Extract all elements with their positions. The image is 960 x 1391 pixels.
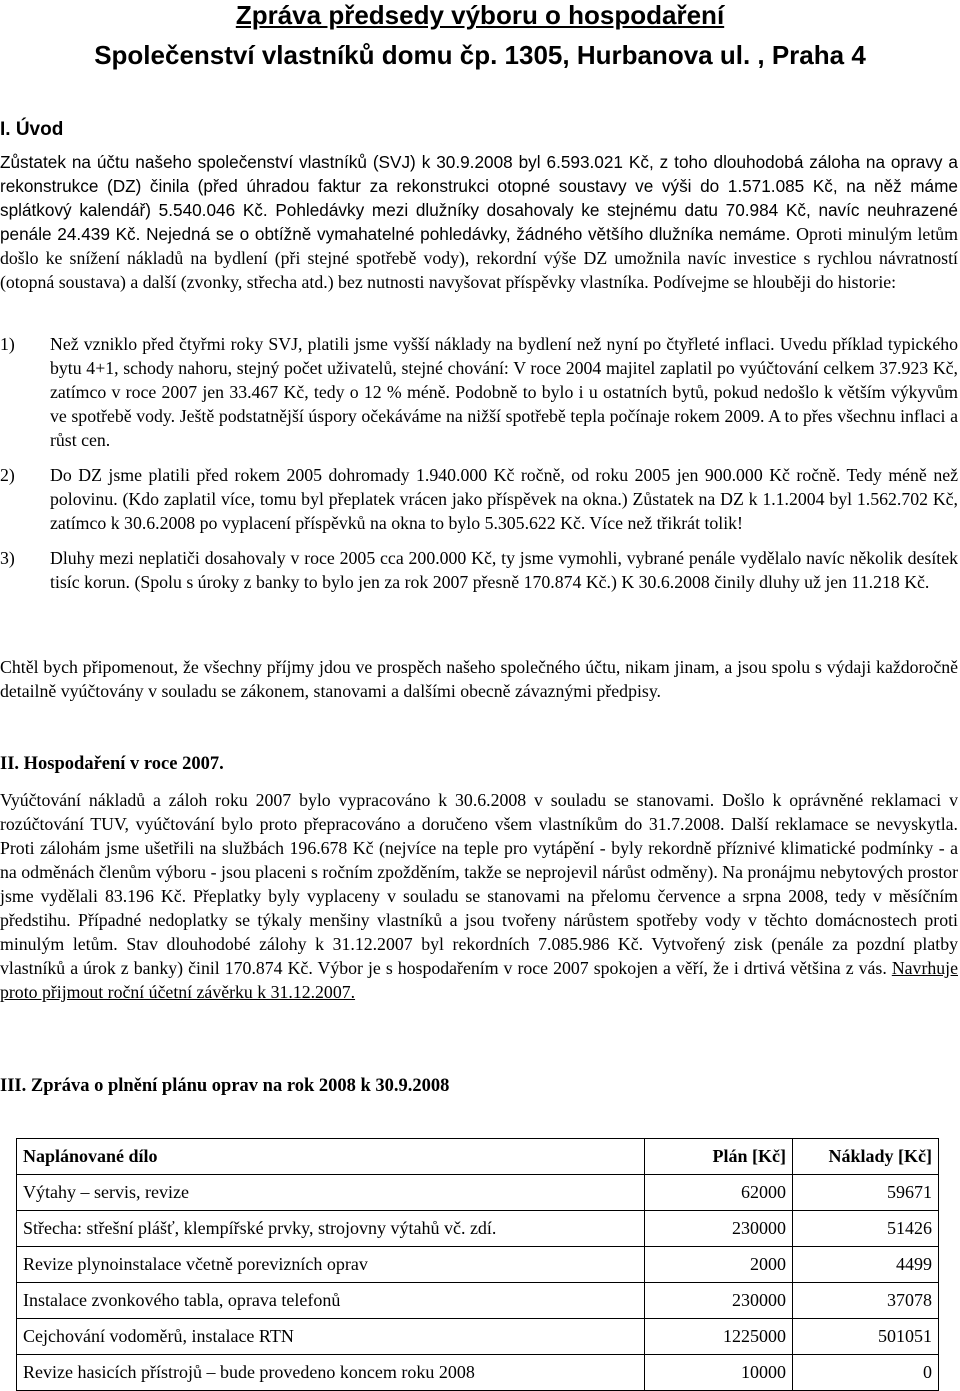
work-cell: Výtahy – servis, revize bbox=[17, 1175, 645, 1211]
costs-cell: 59671 bbox=[793, 1175, 939, 1211]
finance-2007-text: Vyúčtování nákladů a záloh roku 2007 bylo vypracováno k 30.6.2008 v souladu se stanovami. Došlo k oprávněné reklamaci v rozúčtování TUV, vyúčtování bylo proto přepracováno a doručeno všem vlastníkům do 31.7.2008. Další reklamace se nevyskytla. Proti zálohám jsme ušetřili na službách 196.678 Kč (nejvíce na teple pro vytápění - byly rekordně příznivé klimatické podmínky - a na odměnách členům výboru - jsou placeni s ročním zpožděním, takže se neprojevil nárůst odměny). Na pronájmu nebytových prostor jsme vydělali 83.196 Kč. Přeplatky byly vyplaceny v souladu se stanovami na přelomu července a srpna 2008, tedy v měsíčním předstihu. Případné nedoplatky se týkaly menšiny vlastníků a jsou tvořeny nárůstem spotřeby vody v těchto domácnostech proti minulým letům. Stav dlouhodobé zálohy k 31.12.2007 byl rekordních 7.085.986 Kč. Vytvořený zisk (penále za pozdní platby vlastníků a úrok z banky) činil 170.874 Kč. Výbor je s hospodařením v roce 2007 spokojen a věří, že i drtivá většina z vás. bbox=[0, 790, 958, 978]
plan-cell: 230000 bbox=[645, 1283, 793, 1319]
work-cell: Instalace zvonkového tabla, oprava telefonů bbox=[17, 1283, 645, 1319]
plan-cell: 10000 bbox=[645, 1355, 793, 1391]
section-heading-intro: I. Úvod bbox=[0, 119, 64, 140]
costs-cell: 51426 bbox=[793, 1211, 939, 1247]
page-title: Zpráva předsedy výboru o hospodaření bbox=[235, 0, 725, 30]
closing-paragraph: Chtěl bych připomenout, že všechny příjmy jdou ve prospěch našeho společného účtu, nikam jinam, a jsou spolu s výdaji každoročně detailně vyúčtovány v souladu se zákonem, stanovami a dalšími obecně závaznými předpisy. bbox=[0, 657, 958, 701]
proposal-text: Navrhuje proto přijmout roční účetní závěrku k 31.12.2007. bbox=[0, 958, 958, 1002]
work-cell: Revize hasicích přístrojů – bude provedeno koncem roku 2008 bbox=[17, 1355, 645, 1391]
intro-serif-text: Oproti minulým letům došlo ke snížení nákladů na bydlení (při stejné spotřebě vody), rekordní výše DZ umožnila navíc investice s rychlou návratností (otopná soustava) a další (zvonky, střecha atd.) bez nutnosti navyšovat příspěvky vlastníka. Podívejme se hlouběji do historie: bbox=[0, 224, 958, 292]
intro-sans-text: Zůstatek na účtu našeho společenství vlastníků (SVJ) k 30.9.2008 byl 6.593.021 Kč, z toho dlouhodobá záloha na opravy a rekonstrukce (DZ) činila (před úhradou faktur za rekonstrukci otopné soustavy ve výši do 1.571.085 Kč, na něž máme splátkový kalendář) 5.540.046 Kč. Pohledávky mezi dlužníky dosahovaly ke stejnému datu 70.984 Kč, navíc neuhrazené penále 24.439 Kč. Nejedná se o obtížně vymahatelné pohledávky, žádného většího dlužníka nemáme. bbox=[0, 152, 958, 244]
column-header-work: Naplánované dílo bbox=[17, 1139, 645, 1175]
repair-plan-table bbox=[16, 1138, 939, 1391]
table-row bbox=[17, 1211, 939, 1247]
section-heading-repair-plan: III. Zpráva o plnění plánu oprav na rok 2008 k 30.9.2008 bbox=[0, 1076, 450, 1096]
list-item-number: 3) bbox=[0, 548, 15, 568]
plan-cell: 62000 bbox=[645, 1175, 793, 1211]
list-item bbox=[0, 332, 958, 452]
plan-cell: 1225000 bbox=[645, 1319, 793, 1355]
list-item bbox=[0, 546, 958, 594]
table-row bbox=[17, 1175, 939, 1211]
history-points-list bbox=[0, 332, 958, 605]
finance-2007-paragraph bbox=[0, 788, 958, 1004]
work-cell: Střecha: střešní plášť, klempířské prvky, strojovny výtahů vč. zdí. bbox=[17, 1211, 645, 1247]
table-row bbox=[17, 1319, 939, 1355]
list-item-number: 1) bbox=[0, 334, 15, 354]
list-item-text: Než vzniklo před čtyřmi roky SVJ, platili jsme vyšší náklady na bydlení než nyní po čtyřleté inflaci. Uvedu příklad typického bytu 4+1, schody nahoru, stejný počet uživatelů, stejné chování: V roce 2004 majitel zaplatil po vyúčtování celkem 37.923 Kč, zatímco v roce 2007 jen 33.467 Kč, tedy o 12 % méně. Podobně to bylo i u ostatních bytů, pokud nedošlo k větším výkyvům ve spotřebě vody. Ještě podstatnější úspory očekáváme na nižší spotřebě tepla počínaje rokem 2009. A to přes všechnu inflaci a růst cen. bbox=[50, 334, 958, 450]
table-row bbox=[17, 1247, 939, 1283]
list-item-number: 2) bbox=[0, 465, 15, 485]
list-item-text: Dluhy mezi neplatiči dosahovaly v roce 2005 cca 200.000 Kč, ty jsme vymohli, vybrané penále vydělalo navíc několik desítek tisíc korun. (Spolu s úroky z banky to bylo jen za rok 2007 přesně 170.874 Kč.) K 30.6.2008 činily dluhy už jen 11.218 Kč. bbox=[50, 548, 958, 592]
column-header-costs: Náklady [Kč] bbox=[793, 1139, 939, 1175]
column-header-plan: Plán [Kč] bbox=[645, 1139, 793, 1175]
page-subtitle: Společenství vlastníků domu čp. 1305, Hurbanova ul. , Praha 4 bbox=[94, 40, 866, 70]
costs-cell: 501051 bbox=[793, 1319, 939, 1355]
table-header-row bbox=[17, 1139, 939, 1175]
costs-cell: 37078 bbox=[793, 1283, 939, 1319]
work-cell: Cejchování vodoměrů, instalace RTN bbox=[17, 1319, 645, 1355]
costs-cell: 0 bbox=[793, 1355, 939, 1391]
intro-paragraph bbox=[0, 150, 958, 294]
list-item-text: Do DZ jsme platili před rokem 2005 dohromady 1.940.000 Kč ročně, od roku 2005 jen 900.000 Kč ročně. Tedy méně než polovinu. (Kdo zaplatil více, tomu byl přeplatek vrácen jako příspěvek na okna.) Zůstatek na DZ k 1.1.2004 byl 1.562.702 Kč, zatímco k 30.6.2008 po vyplacení příspěvků na okna to bylo 5.305.622 Kč. Více než třikrát tolik! bbox=[50, 465, 958, 533]
plan-cell: 230000 bbox=[645, 1211, 793, 1247]
section-heading-finance-2007: II. Hospodaření v roce 2007. bbox=[0, 754, 224, 774]
plan-cell: 2000 bbox=[645, 1247, 793, 1283]
table-row bbox=[17, 1283, 939, 1319]
costs-cell: 4499 bbox=[793, 1247, 939, 1283]
work-cell: Revize plynoinstalace včetně porevizních oprav bbox=[17, 1247, 645, 1283]
table-row bbox=[17, 1355, 939, 1391]
list-item bbox=[0, 463, 958, 535]
